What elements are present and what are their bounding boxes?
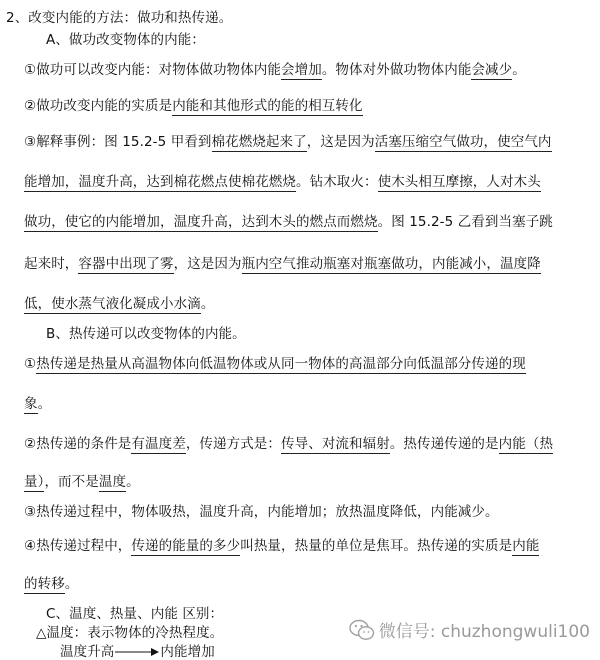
text-line: △温度：表示物体的冷热程度。 xyxy=(36,625,224,641)
text-line: 能增加，温度升高，达到棉花燃点使棉花燃烧。钻木取火：使木头相互摩擦，人对木头 xyxy=(24,174,541,190)
section-heading: 2、改变内能的方法：做功和热传递。 xyxy=(6,10,233,26)
text-line: ③热传递过程中，物体吸热，温度升高，内能增加；放热温度降低，内能减少。 xyxy=(24,504,499,520)
text-line: ①做功可以改变内能：对物体做功物体内能会增加。物体对外做功物体内能会减少。 xyxy=(24,62,526,78)
text-line: 起来时，容器中出现了雾，这是因为瓶内空气推动瓶塞对瓶塞做功，内能减小，温度降 xyxy=(24,256,541,272)
subheading-b: B、热传递可以改变物体的内能。 xyxy=(46,326,246,342)
subheading-a: A、做功改变物体的内能： xyxy=(46,32,205,48)
text-line: 温度升高 内能增加 xyxy=(60,644,215,660)
text-line: 低，使水蒸气液化凝成小水滴。 xyxy=(24,296,215,312)
subheading-c: C、温度、热量、内能 区别： xyxy=(46,606,224,622)
text-line: 象。 xyxy=(24,396,52,412)
text-line: 做功，使它的内能增加，温度升高，达到木头的燃点而燃烧。图 15.2-5 乙看到当塞子跳 xyxy=(24,214,553,230)
watermark xyxy=(349,617,590,642)
watermark-text: 微信号: chuzhongwuli100 xyxy=(378,622,590,642)
text-line: ②做功改变内能的实质是内能和其他形式的能的相互转化 xyxy=(24,98,363,114)
arrow-right-icon xyxy=(115,647,159,657)
text-line: 量），而不是温度。 xyxy=(24,474,140,490)
text-line: 的转移。 xyxy=(24,576,79,592)
text-line: ②热传递的条件是有温度差，传递方式是：传导、对流和辐射。热传递传递的是内能（热 xyxy=(24,436,554,452)
wechat-icon xyxy=(349,619,375,641)
text-line: ①热传递是热量从高温物体向低温物体或从同一物体的高温部分向低温部分传递的现 xyxy=(24,356,526,372)
text-line: ④热传递过程中，传递的能量的多少叫热量，热量的单位是焦耳。热传递的实质是内能 xyxy=(24,538,540,554)
text-line: ③解释事例：图 15.2-5 甲看到棉花燃烧起来了，这是因为活塞压缩空气做功，使空气内 xyxy=(24,134,552,150)
